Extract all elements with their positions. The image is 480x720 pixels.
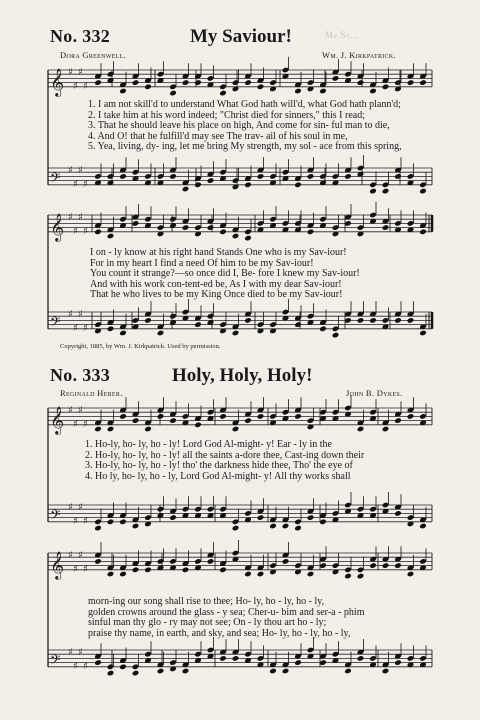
sharp-icon: ♯ <box>73 178 78 190</box>
note-head <box>419 229 427 236</box>
note-head <box>257 84 265 91</box>
note-head <box>244 235 252 242</box>
note-head <box>382 224 390 231</box>
note-head <box>107 233 115 240</box>
note-head <box>307 229 315 236</box>
clef-treble-icon: 𝄞 <box>50 405 65 434</box>
note-head <box>307 173 315 180</box>
note-head <box>307 514 315 521</box>
refrain-line: And with his work con-tent-ed be, As I with my dear Sav-iour! <box>90 278 342 290</box>
sharp-icon: ♯ <box>78 404 83 416</box>
note-head <box>257 514 265 521</box>
note-head <box>332 75 340 82</box>
note-head <box>407 413 415 420</box>
note-head <box>269 523 277 530</box>
sharp-icon: ♯ <box>78 501 83 513</box>
note-head <box>157 668 165 675</box>
note-head <box>394 659 402 666</box>
note-head <box>219 90 227 97</box>
note-head <box>282 523 290 530</box>
hymn-332-title: My Saviour! <box>190 26 292 47</box>
note-head <box>407 317 415 324</box>
note-head <box>419 79 427 86</box>
clef-bass-icon: 𝄢 <box>50 651 61 671</box>
sharp-icon: ♯ <box>83 515 88 527</box>
note-head <box>394 173 402 180</box>
verse-line: 4. And O! that he fulfill'd may see The trav- ail of his soul in me, <box>88 130 348 142</box>
note-head <box>94 229 102 236</box>
verse-line: 2. I take him at his word indeed; "Christ died for sinners," this I read; <box>88 109 365 121</box>
note-head <box>107 326 115 333</box>
sharp-icon: ♯ <box>78 211 83 223</box>
clef-treble-icon: 𝄞 <box>50 550 65 579</box>
note-head <box>369 317 377 324</box>
sharp-icon: ♯ <box>78 164 83 176</box>
note-head <box>119 330 127 337</box>
note-head <box>132 567 140 574</box>
note-head <box>257 571 265 578</box>
note-head <box>107 519 115 526</box>
sharp-icon: ♯ <box>68 211 73 223</box>
sharp-icon: ♯ <box>83 418 88 430</box>
clef-bass-icon: 𝄢 <box>50 169 61 189</box>
note-head <box>244 182 252 189</box>
note-head <box>382 668 390 675</box>
hymn-333-lyricist: Reginald Heber. <box>60 388 123 398</box>
verse-line: 4. Ho ly, ho- ly, ho - ly, Lord God Al-might- y! All thy works shall <box>85 470 351 482</box>
note-head <box>182 79 190 86</box>
note-head <box>282 558 290 565</box>
verse-line: golden crowns around the glass - y sea; Cher-u- bim and ser-a - phim <box>88 606 365 618</box>
note-head <box>107 670 115 677</box>
note-head <box>294 321 302 328</box>
note-head <box>419 188 427 195</box>
note-head <box>232 525 240 532</box>
note-head <box>182 668 190 675</box>
note-head <box>94 426 102 433</box>
sharp-icon: ♯ <box>73 515 78 527</box>
note-head <box>357 79 365 86</box>
note-head <box>357 426 365 433</box>
note-head <box>407 571 415 578</box>
note-head <box>319 88 327 95</box>
note-head <box>119 571 127 578</box>
note-head <box>169 417 177 424</box>
note-head <box>219 655 227 662</box>
note-head <box>357 573 365 580</box>
sharp-icon: ♯ <box>68 308 73 320</box>
note-head <box>144 84 152 91</box>
verse-line: 5. Yea, living, dy- ing, let me bring My strength, my sol - ace from this spring, <box>88 141 402 152</box>
note-head <box>244 417 252 424</box>
note-head <box>157 330 165 337</box>
note-head <box>394 562 402 569</box>
note-head <box>369 88 377 95</box>
note-head <box>269 668 277 675</box>
bleed-through-text: My Sa... <box>325 30 359 40</box>
clef-treble-icon: 𝄞 <box>50 67 65 96</box>
sharp-icon: ♯ <box>78 549 83 561</box>
sharp-icon: ♯ <box>73 225 78 237</box>
note-head <box>232 330 240 337</box>
note-head <box>144 567 152 574</box>
sharp-icon: ♯ <box>83 178 88 190</box>
note-head <box>182 567 190 574</box>
note-head <box>194 321 202 328</box>
sharp-icon: ♯ <box>68 164 73 176</box>
note-head <box>119 519 127 526</box>
note-head <box>194 182 202 189</box>
sharp-icon: ♯ <box>68 646 73 658</box>
sharp-icon: ♯ <box>73 322 78 334</box>
note-head <box>294 525 302 532</box>
sharp-icon: ♯ <box>68 66 73 78</box>
note-head <box>119 413 127 420</box>
note-head <box>207 558 215 565</box>
note-head <box>282 668 290 675</box>
note-head <box>344 573 352 580</box>
note-head <box>132 670 140 677</box>
note-head <box>207 177 215 184</box>
note-head <box>94 525 102 532</box>
note-head <box>244 317 252 324</box>
hymn-332-number: No. 332 <box>50 26 111 46</box>
note-head <box>107 426 115 433</box>
verse-line: praise thy name, in earth, and sky, and sea; Ho- ly, ho - ly, ho - ly, <box>88 627 351 639</box>
note-head <box>132 79 140 86</box>
verse-line: sinful man thy glo - ry may not see; On - ly thou art ho - ly; <box>88 617 327 628</box>
note-head <box>382 188 390 195</box>
refrain-line: That he who lives to be my King Once died to be my Sav-iour! <box>90 289 343 300</box>
note-head <box>344 173 352 180</box>
note-head <box>169 173 177 180</box>
sharp-icon: ♯ <box>83 322 88 334</box>
note-head <box>232 233 240 240</box>
note-head <box>157 413 165 420</box>
note-head <box>369 188 377 195</box>
note-head <box>119 173 127 180</box>
note-head <box>144 426 152 433</box>
note-head <box>107 571 115 578</box>
note-head <box>132 220 140 227</box>
note-head <box>232 655 240 662</box>
sharp-icon: ♯ <box>68 404 73 416</box>
note-head <box>169 90 177 97</box>
note-head <box>244 79 252 86</box>
verse-line: morn-ing our song shall rise to thee; Ho- ly, ho - ly, ho - ly, <box>88 596 325 607</box>
note-head <box>332 332 340 339</box>
note-head <box>219 413 227 420</box>
note-head <box>294 182 302 189</box>
note-head <box>119 664 127 671</box>
note-head <box>369 562 377 569</box>
note-head <box>169 514 177 521</box>
refrain-line: You count it strange?—so once did I, Be- fore I knew my Sav-iour! <box>90 268 360 279</box>
sharp-icon: ♯ <box>73 563 78 575</box>
note-head <box>382 84 390 91</box>
verse-line: 1. Ho-ly, ho- ly, ho - ly! Lord God Al-might- y! Ear - ly in the <box>85 439 332 450</box>
note-head <box>294 659 302 666</box>
note-head <box>182 224 190 231</box>
note-head <box>319 326 327 333</box>
note-head <box>419 523 427 530</box>
sharp-icon: ♯ <box>78 308 83 320</box>
note-head <box>219 567 227 574</box>
note-head <box>357 655 365 662</box>
sharp-icon: ♯ <box>78 646 83 658</box>
note-head <box>144 317 152 324</box>
note-head <box>194 79 202 86</box>
sharp-icon: ♯ <box>68 549 73 561</box>
note-head <box>357 317 365 324</box>
hymn-333-title: Holy, Holy, Holy! <box>172 365 313 386</box>
note-head <box>394 510 402 517</box>
sharp-icon: ♯ <box>68 501 73 513</box>
note-head <box>294 88 302 95</box>
note-head <box>194 422 202 429</box>
clef-treble-icon: 𝄞 <box>50 212 65 241</box>
note-head <box>419 330 427 337</box>
note-head <box>257 173 265 180</box>
note-head <box>382 426 390 433</box>
sharp-icon: ♯ <box>73 80 78 92</box>
verse-line: 3. Ho-ly, ho- ly, ho - ly! tho' the darkness hide thee, Tho' the eye of <box>85 460 353 471</box>
sharp-icon: ♯ <box>83 660 88 672</box>
clef-bass-icon: 𝄢 <box>50 506 61 526</box>
note-head <box>407 79 415 86</box>
hymn-333-number: No. 333 <box>50 365 111 385</box>
note-head <box>182 186 190 193</box>
sharp-icon: ♯ <box>73 418 78 430</box>
hymn-332-copyright: Copyright, 1885, by Wm. J. Kirkpatrick. Used by permission. <box>60 343 221 350</box>
note-head <box>219 229 227 236</box>
refrain-line: I on - ly know at his right hand Stands One who is my Sav-iour! <box>90 247 347 258</box>
note-head <box>132 417 140 424</box>
sharp-icon: ♯ <box>83 563 88 575</box>
note-head <box>294 413 302 420</box>
note-head <box>307 571 315 578</box>
note-head <box>119 88 127 95</box>
note-head <box>394 417 402 424</box>
note-head <box>257 413 265 420</box>
sharp-icon: ♯ <box>78 66 83 78</box>
hymn-332-lyricist: Dora Greenwell. <box>60 50 127 60</box>
note-head <box>382 562 390 569</box>
verse-line: 1. I am not skill'd to understand What God hath will'd, what God hath plann'd; <box>88 99 401 110</box>
verse-line: 2. Ho-ly, ho- ly, ho - ly! all the saints a-dore thee, Cast-ing down their <box>85 449 365 461</box>
refrain-line: For in my heart I find a need Of him to be my Sav-iour! <box>90 257 314 269</box>
hymn-333-composer: John B. Dykes. <box>346 388 403 398</box>
note-head <box>344 668 352 675</box>
note-head <box>232 426 240 433</box>
hymn-332-composer: Wm. J. Kirkpatrick. <box>322 50 396 60</box>
note-head <box>94 558 102 565</box>
verse-line: 3. That he should leave his place on high, And come for sin- ful man to die, <box>88 120 390 131</box>
note-head <box>207 224 215 231</box>
sharp-icon: ♯ <box>83 225 88 237</box>
note-head <box>132 523 140 530</box>
note-head <box>244 571 252 578</box>
note-head <box>394 317 402 324</box>
clef-bass-icon: 𝄢 <box>50 313 61 333</box>
note-head <box>94 659 102 666</box>
sharp-icon: ♯ <box>73 660 78 672</box>
note-head <box>94 79 102 86</box>
sharp-icon: ♯ <box>83 80 88 92</box>
